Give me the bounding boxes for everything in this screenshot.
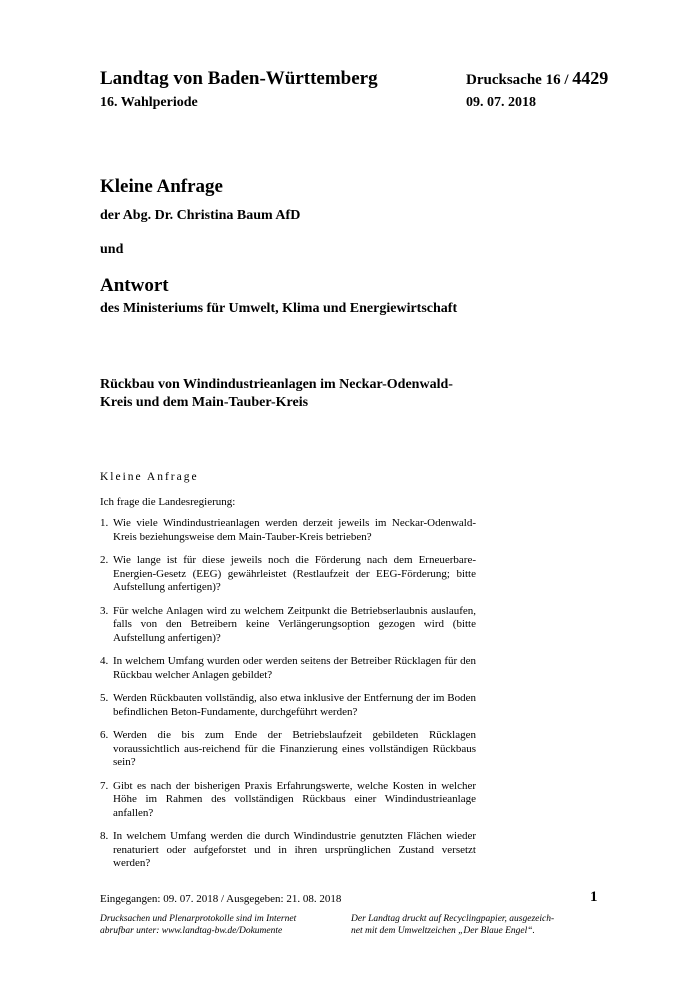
question-text: Werden die bis zum Ende der Betriebslaufzeit gebildeten Rücklagen voraussichtlich aus-reichend für die Finanzierung eines vollständigen Rückbaus sein? bbox=[113, 729, 476, 768]
question-text: In welchem Umfang werden die durch Windindustrie genutzten Flächen wieder renaturiert oder aufgeforstet und in ihren ursprünglichen Zustand versetzt werden? bbox=[113, 830, 476, 869]
question-number: 7. bbox=[100, 779, 109, 792]
question-number: 2. bbox=[100, 554, 109, 566]
asker-line: der Abg. Dr. Christina Baum AfD bbox=[100, 208, 301, 223]
question-item bbox=[100, 605, 476, 646]
question-text: In welchem Umfang wurden oder werden seitens der Betreiber Rücklagen für den Rückbau welcher Anlagen gebildet? bbox=[113, 655, 476, 681]
question-number: 5. bbox=[100, 692, 109, 704]
footer-left-line: Drucksachen und Plenarprotokolle sind im Internet bbox=[100, 914, 297, 924]
parliament-name: Landtag von Baden-Württemberg bbox=[100, 68, 378, 89]
question-item bbox=[100, 692, 476, 719]
drucksache-number: 4429 bbox=[572, 68, 609, 88]
section-intro: Ich frage die Landesregierung: bbox=[100, 496, 236, 508]
inquiry-title: Kleine Anfrage bbox=[100, 176, 223, 197]
question-number: 4. bbox=[100, 655, 109, 667]
question-text: Für welche Anlagen wird zu welchem Zeitpunkt die Betriebserlaubnis auslaufen, falls von den Betreibern keine Verlängerungsoption gezogen wird (bitte Aufstellung anfertigen)? bbox=[113, 604, 476, 644]
question-item bbox=[100, 729, 476, 770]
question-item bbox=[100, 830, 476, 871]
ministry-line: des Ministeriums für Umwelt, Klima und Energiewirtschaft bbox=[100, 301, 458, 316]
footer-recycling-note bbox=[351, 914, 581, 937]
question-text: Gibt es nach der bisherigen Praxis Erfahrungswerte, welche Kosten in welcher Höhe im Rahmen des vollständigen Rückbaus einer Windindustrieanlage anfallen? bbox=[113, 779, 476, 819]
question-text: Werden Rückbauten vollständig, also etwa inklusive der Entfernung der im Boden befindlichen Beton-Fundamente, durchgeführt werden? bbox=[113, 692, 476, 718]
question-text: Wie viele Windindustrieanlagen werden derzeit jeweils im Neckar-Odenwald-Kreis beziehungsweise dem Main-Tauber-Kreis betrieben? bbox=[113, 517, 476, 543]
question-item bbox=[100, 780, 476, 821]
question-number: 6. bbox=[100, 729, 109, 741]
drucksache-label bbox=[466, 68, 608, 89]
conjunction-und: und bbox=[100, 242, 124, 257]
footer-right-line: Der Landtag druckt auf Recyclingpapier, ausgezeich- bbox=[351, 914, 555, 924]
legislative-period: 16. Wahlperiode bbox=[100, 95, 198, 110]
question-number: 8. bbox=[100, 830, 109, 842]
page-number: 1 bbox=[590, 889, 598, 905]
footer-left-line: abrufbar unter: www.landtag-bw.de/Dokumente bbox=[100, 925, 283, 936]
drucksache-prefix: Drucksache 16 / bbox=[466, 72, 569, 88]
question-number: 1. bbox=[100, 517, 109, 529]
question-number: 3. bbox=[100, 604, 109, 617]
question-item bbox=[100, 655, 476, 682]
question-item bbox=[100, 517, 476, 544]
document-date: 09. 07. 2018 bbox=[466, 95, 536, 110]
footer-right-line: net mit dem Umweltzeichen „Der Blaue Engel“. bbox=[351, 925, 535, 936]
question-text: Wie lange ist für diese jeweils noch die Förderung nach dem Erneuerbare-Energien-Gesetz (EEG) gewährleistet (Restlaufzeit der EEG-Förderung; bitte Aufstellung anfertigen)? bbox=[113, 554, 476, 593]
footer-dates: Eingegangen: 09. 07. 2018 / Ausgegeben: 21. 08. 2018 bbox=[100, 893, 342, 905]
question-item bbox=[100, 554, 476, 595]
question-list bbox=[100, 517, 476, 881]
footer-internet-note bbox=[100, 914, 335, 937]
section-heading: Kleine Anfrage bbox=[100, 471, 199, 483]
subject-title: Rückbau von Windindustrieanlagen im Neckar-Odenwald-Kreis und dem Main-Tauber-Kreis bbox=[100, 377, 453, 410]
answer-title: Antwort bbox=[100, 275, 169, 296]
